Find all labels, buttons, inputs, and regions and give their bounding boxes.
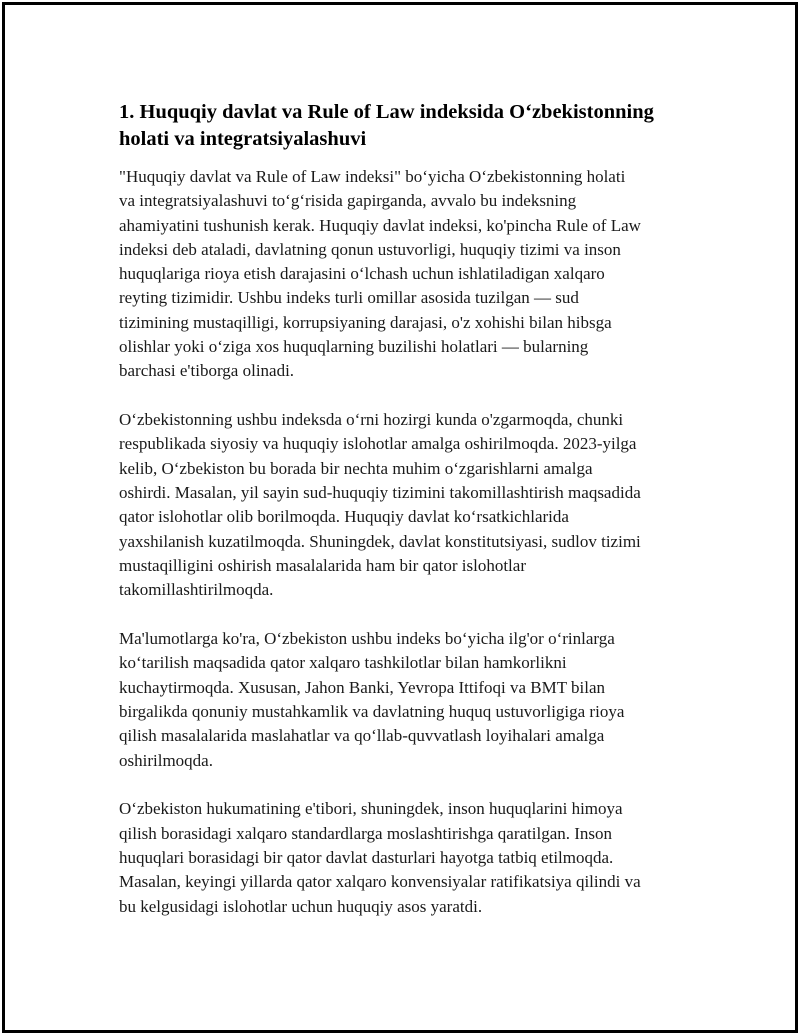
paragraph-3: Ma'lumotlarga ko'ra, O‘zbekiston ushbu indeks bo‘yicha ilg'or o‘rinlarga ko‘tarilish maqsadida qator xalqaro tashkilotlar bilan hamkorlikni kuchaytirmoqda. Xususan, Jahon Banki, Yevropa Ittifoqi va BMT bilan birgalikda qonuniy mustahkamlik va davlatning huquq ustuvorligiga rioya qilish masalalarida maslahatlar va qo‘llab-quvvatlash loyihalari amalga oshirilmoqda.: [119, 629, 625, 770]
paragraph-4: O‘zbekiston hukumatining e'tibori, shuningdek, inson huquqlarini himoya qilish borasidagi xalqaro standardlarga moslashtirishga qaratilgan. Inson huquqlari borasidagi bir qator davlat dasturlari hayotga tatbiq etilmoqda. Masalan, keyingi yillarda qator xalqaro konvensiyalar ratifikatsiya qilindi va bu kelgusidagi islohotlar uchun huquqiy asos yaratdi.: [119, 799, 641, 916]
paragraph-2: O‘zbekistonning ushbu indeksda o‘rni hozirgi kunda o'zgarmoqda, chunki respublikada siyosiy va huquqiy islohotlar amalga oshirilmoqda. 2023-yilga kelib, O‘zbekiston bu borada bir nechta muhim o‘zgarishlarni amalga oshirdi. Masalan, yil sayin sud-huquqiy tizimini takomillashtirish maqsadida qator islohotlar olib borilmoqda. Huquqiy davlat ko‘rsatkichlarida yaxshilanish kuzatilmoqda. Shuningdek, davlat konstitutsiyasi, sudlov tizimi mustaqilligini oshirish masalalarida ham bir qator islohotlar takomillashtirilmoqda.: [119, 410, 641, 600]
page-frame: [2, 2, 798, 1033]
section-heading: 1. Huquqiy davlat va Rule of Law indeksida O‘zbekistonning holati va integratsiyalashuvi: [119, 101, 654, 150]
document-body: [119, 99, 693, 943]
paragraph-1: "Huquqiy davlat va Rule of Law indeksi" bo‘yicha O‘zbekistonning holati va integratsiyalashuvi to‘g‘risida gapirganda, avvalo bu indeksning ahamiyatini tushunish kerak. Huquqiy davlat indeksi, ko'pincha Rule of Law indeksi deb ataladi, davlatning qonun ustuvorligi, huquqiy tizimi va inson huquqlariga rioya etish darajasini o‘lchash uchun ishlatiladigan xalqaro reyting tizimidir. Ushbu indeks turli omillar asosida tuzilgan — sud tizimining mustaqilligi, korrupsiyaning darajasi, o'z xohishi bilan hibsga olishlar yoki o‘ziga xos huquqlarning buzilishi holatlari — bularning barchasi e'tiborga olinadi.: [119, 167, 641, 381]
